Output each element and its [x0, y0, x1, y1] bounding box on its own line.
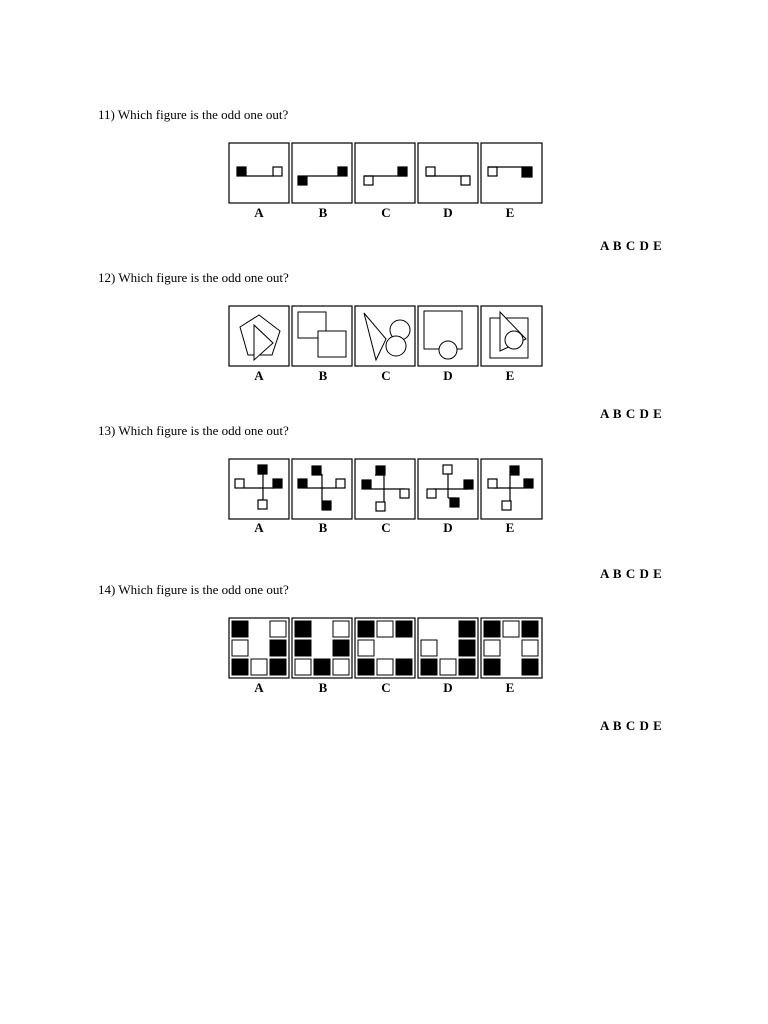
- answer-choices-13[interactable]: A B C D E: [600, 566, 662, 581]
- label-14-a: A: [254, 680, 264, 695]
- question-14: [98, 582, 289, 598]
- figure-13-e: [488, 466, 533, 510]
- label-11-d: D: [443, 205, 453, 220]
- label-13-c: C: [381, 520, 391, 535]
- figure-11-e: [488, 167, 532, 177]
- answer-choices-12[interactable]: A B C D E: [600, 406, 662, 421]
- label-14-c: C: [381, 680, 391, 695]
- question-11: [98, 107, 288, 123]
- figure-14-b: [295, 621, 349, 675]
- figure-14-a: [232, 621, 286, 675]
- label-11-e: E: [505, 205, 515, 220]
- figure-strip-13: [228, 458, 544, 520]
- label-14-d: D: [443, 680, 453, 695]
- label-13-d: D: [443, 520, 453, 535]
- label-13-e: E: [505, 520, 515, 535]
- label-12-e: E: [505, 368, 515, 383]
- label-12-d: D: [443, 368, 453, 383]
- question-text: Which figure is the odd one out?: [118, 423, 289, 438]
- label-11-b: B: [318, 205, 328, 220]
- label-12-a: A: [254, 368, 264, 383]
- answer-choices-14[interactable]: A B C D E: [600, 718, 662, 733]
- label-14-b: B: [318, 680, 328, 695]
- figure-strip-11: [228, 142, 544, 204]
- label-11-a: A: [254, 205, 264, 220]
- figure-12-d: [424, 311, 462, 359]
- figure-13-d: [427, 465, 473, 507]
- question-text: Which figure is the odd one out?: [118, 582, 289, 597]
- figure-13-c: [362, 466, 409, 511]
- figure-11-a: [237, 167, 282, 176]
- figure-11-d: [426, 167, 470, 185]
- figure-11-c: [364, 167, 407, 185]
- figure-12-c: [364, 313, 410, 360]
- label-14-e: E: [505, 680, 515, 695]
- question-number: 14): [98, 582, 116, 597]
- figure-strip-12: [228, 305, 544, 367]
- label-11-c: C: [381, 205, 391, 220]
- figure-strip-14: [228, 617, 544, 679]
- figure-14-c: [358, 621, 412, 675]
- figure-11-b: [298, 167, 347, 185]
- answer-choices-11[interactable]: A B C D E: [600, 238, 662, 253]
- figure-13-a: [235, 465, 282, 509]
- label-12-c: C: [381, 368, 391, 383]
- question-number: 12): [98, 270, 116, 285]
- question-number: 13): [98, 423, 116, 438]
- figure-14-d: [421, 621, 475, 675]
- label-13-a: A: [254, 520, 264, 535]
- figure-14-e: [484, 621, 538, 675]
- question-text: Which figure is the odd one out?: [118, 270, 289, 285]
- question-number: 11): [98, 107, 115, 122]
- figure-13-b: [298, 466, 345, 510]
- label-12-b: B: [318, 368, 328, 383]
- question-12: [98, 270, 289, 286]
- label-13-b: B: [318, 520, 328, 535]
- figure-12-a: [240, 315, 280, 360]
- question-13: [98, 423, 289, 439]
- figure-12-b: [298, 312, 346, 357]
- question-text: Which figure is the odd one out?: [117, 107, 289, 122]
- figure-12-e: [490, 312, 528, 358]
